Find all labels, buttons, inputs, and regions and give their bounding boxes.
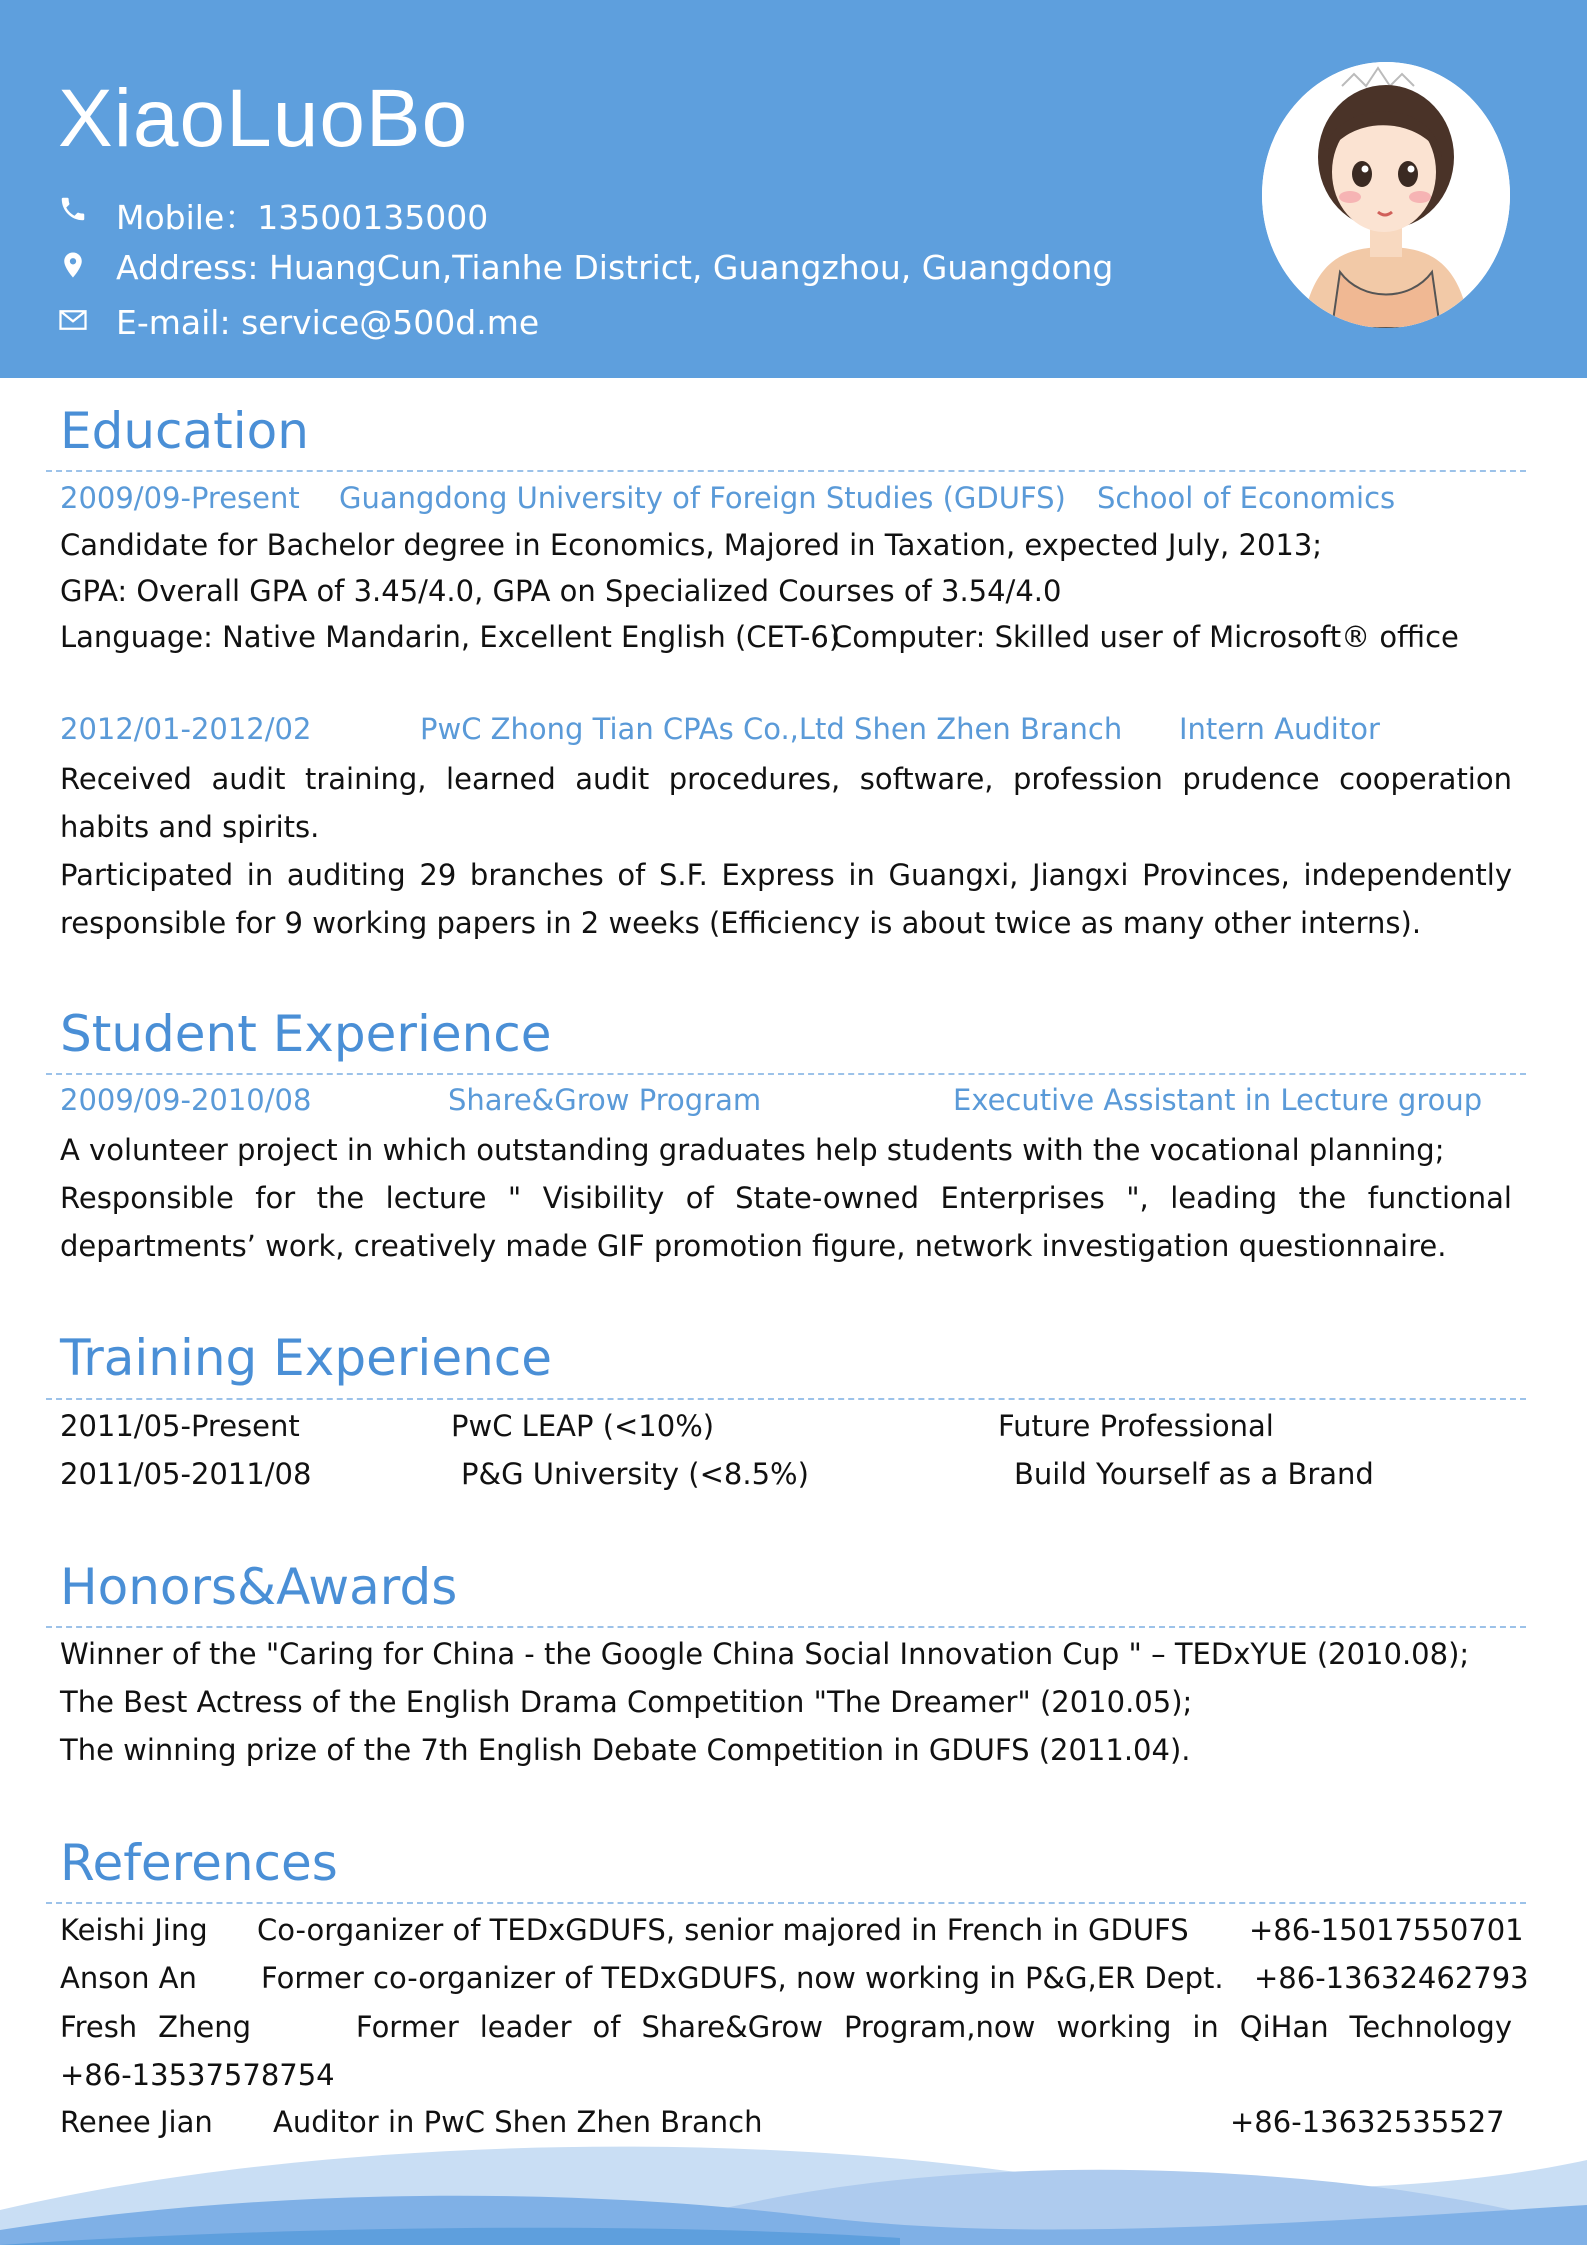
section-title-student: Student Experience bbox=[60, 1005, 552, 1063]
reference-phone: +86-13537578754 bbox=[60, 2058, 335, 2092]
section-title-training: Training Experience bbox=[60, 1329, 553, 1387]
education-school: Guangdong University of Foreign Studies (GDUFS) bbox=[339, 481, 1066, 515]
education-date: 2009/09-Present bbox=[60, 481, 300, 515]
reference-name: Keishi Jing bbox=[60, 1913, 208, 1947]
candidate-name: XiaoLuoBo bbox=[58, 73, 469, 164]
training-date: 2011/05-2011/08 bbox=[60, 1457, 312, 1491]
honor-item: Winner of the "Caring for China - the Google China Social Innovation Cup " – TEDxYUE (2010.08); bbox=[60, 1637, 1470, 1671]
student-date: 2009/09-2010/08 bbox=[60, 1083, 312, 1117]
section-title-references: References bbox=[60, 1834, 338, 1892]
section-divider bbox=[46, 1902, 1526, 1904]
mobile-text: Mobile：13500135000 bbox=[116, 198, 489, 237]
student-program: Share&Grow Program bbox=[448, 1083, 762, 1117]
student-para-2: Responsible for the lecture " Visibility of State-owned Enterprises ", leading the functional departments’ work, creatively made GIF promotion figure, network investigation questionnaire. bbox=[60, 1181, 1512, 1263]
profile-photo bbox=[1262, 62, 1510, 328]
reference-name: Anson An bbox=[60, 1961, 197, 1995]
avatar-illustration-icon bbox=[1262, 62, 1510, 328]
footer-wave-decoration bbox=[0, 2130, 1587, 2245]
student-description bbox=[60, 1126, 1512, 1270]
education-computer: Computer: Skilled user of Microsoft® office bbox=[832, 620, 1459, 654]
reference-name: Fresh Zheng bbox=[60, 2010, 252, 2044]
address-text: Address: HuangCun,Tianhe District, Guangzhou, Guangdong bbox=[116, 248, 1114, 287]
intern-description bbox=[60, 755, 1512, 947]
section-title-honors: Honors&Awards bbox=[60, 1558, 458, 1616]
section-divider bbox=[46, 1073, 1526, 1075]
email-text: E-mail: service@500d.me bbox=[116, 303, 540, 342]
intern-para-1: Received audit training, learned audit procedures, software, profession prudence cooperation habits and spirits. bbox=[60, 762, 1512, 844]
reference-desc: Co-organizer of TEDxGDUFS, senior majored in French in GDUFS bbox=[257, 1913, 1189, 1947]
reference-name: Renee Jian bbox=[60, 2105, 213, 2139]
intern-company: PwC Zhong Tian CPAs Co.,Ltd Shen Zhen Branch bbox=[420, 712, 1123, 746]
phone-icon bbox=[58, 194, 88, 224]
mail-icon bbox=[58, 305, 88, 335]
student-para-1: A volunteer project in which outstanding graduates help students with the vocational planning; bbox=[60, 1133, 1445, 1167]
student-role: Executive Assistant in Lecture group bbox=[953, 1083, 1483, 1117]
location-pin-icon bbox=[58, 250, 88, 280]
reference-phone: +86-13632535527 bbox=[1230, 2105, 1505, 2139]
reference-fresh-zheng-line bbox=[60, 2003, 1512, 2051]
intern-role: Intern Auditor bbox=[1179, 712, 1380, 746]
reference-phone: +86-13632462793 bbox=[1254, 1961, 1529, 1995]
education-dept: School of Economics bbox=[1097, 481, 1396, 515]
section-title-education: Education bbox=[60, 402, 309, 460]
reference-desc: Former co-organizer of TEDxGDUFS, now working in P&G,ER Dept. bbox=[261, 1961, 1224, 1995]
training-desc: Future Professional bbox=[998, 1409, 1274, 1443]
reference-phone: +86-15017550701 bbox=[1249, 1913, 1524, 1947]
section-divider bbox=[46, 1626, 1526, 1628]
reference-desc: Former leader of Share&Grow Program,now working in QiHan Technology bbox=[355, 2010, 1512, 2044]
reference-row-wrapped bbox=[60, 2003, 1512, 2099]
training-program: PwC LEAP (<10%) bbox=[451, 1409, 715, 1443]
intern-para-2: Participated in auditing 29 branches of S.F. Express in Guangxi, Jiangxi Provinces, independently responsible for 9 working papers in 2 weeks (Efficiency is about twice as many other interns). bbox=[60, 858, 1512, 940]
section-divider bbox=[46, 1398, 1526, 1400]
education-gpa: GPA: Overall GPA of 3.45/4.0, GPA on Specialized Courses of 3.54/4.0 bbox=[60, 574, 1062, 608]
intern-date: 2012/01-2012/02 bbox=[60, 712, 312, 746]
honor-item: The winning prize of the 7th English Debate Competition in GDUFS (2011.04). bbox=[60, 1733, 1191, 1767]
honor-item: The Best Actress of the English Drama Competition "The Dreamer" (2010.05); bbox=[60, 1685, 1193, 1719]
header-banner bbox=[0, 0, 1587, 378]
education-language: Language: Native Mandarin, Excellent English (CET-6) bbox=[60, 620, 841, 654]
reference-desc: Auditor in PwC Shen Zhen Branch bbox=[273, 2105, 763, 2139]
training-date: 2011/05-Present bbox=[60, 1409, 300, 1443]
section-divider bbox=[46, 470, 1526, 472]
education-degree: Candidate for Bachelor degree in Economics, Majored in Taxation, expected July, 2013; bbox=[60, 528, 1323, 562]
training-desc: Build Yourself as a Brand bbox=[1014, 1457, 1374, 1491]
training-program: P&G University (<8.5%) bbox=[461, 1457, 809, 1491]
